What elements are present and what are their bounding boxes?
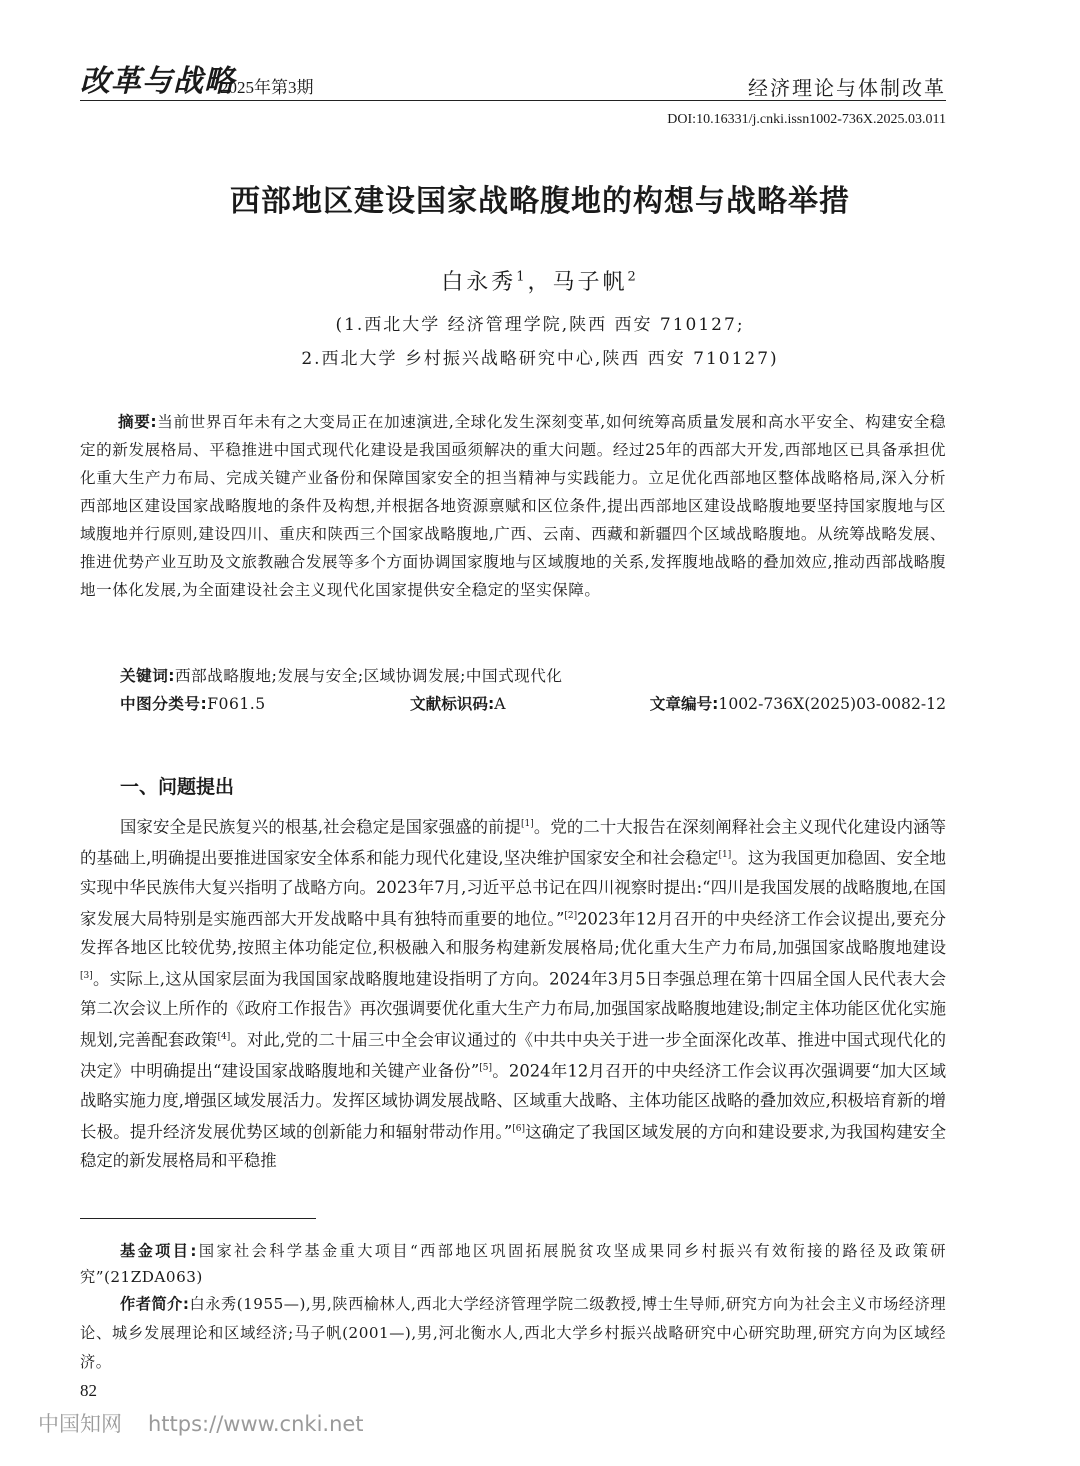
citation[interactable]: [2]: [564, 910, 578, 921]
keywords: [120, 664, 562, 686]
article-number-value: 1002-736X(2025)03-0082-12: [718, 695, 946, 713]
author-bio-text: 白永秀(1955—),男,陕西榆林人,西北大学经济管理学院二级教授,博士生导师,研究方向为社会主义市场经济理论、城乡发展理论和区域经济;马子帆(2001—),男,河北衡水人,西北大学乡村振兴战略研究中心研究助理,研究方向为区域经济。: [80, 1295, 947, 1371]
abstract-label: 摘要:: [118, 413, 158, 431]
body-text: 。这为我国更加稳固、安全地实现中华民族伟大复兴指明了战略方向。2023年7月,习近平总书记在四川视察时提出:“四川是我国发展的战略腹地,在国家发展大局特别是实施西部大开发战略中具有独特而重要的地位。”: [80, 848, 947, 929]
doc-id: [410, 692, 505, 714]
author-bio-label: 作者简介:: [120, 1295, 190, 1313]
citation[interactable]: [3]: [80, 971, 93, 982]
funding-label: 基金项目:: [120, 1242, 197, 1260]
issue-label: 2025年第3期: [220, 78, 314, 97]
body-text: 国家安全是民族复兴的根基,社会稳定是国家强盛的前提: [120, 817, 522, 837]
body-text: 。党的二十大报告在深刻阐释社会主义现代化建设内涵等的基础上,明确提出要推进国家安全体系和能力现代化建设,坚决维护国家安全和社会稳定: [80, 817, 946, 868]
citation[interactable]: [4]: [217, 1031, 231, 1042]
journal-logo: 改革与战略: [80, 64, 235, 99]
citation[interactable]: [5]: [479, 1063, 493, 1074]
author-bio: [80, 1290, 946, 1377]
article-number-label: 文章编号:: [649, 695, 719, 713]
body-text: 。2024年12月召开的中央经济工作会议再次强调要“加大区域战略实施力度,增强区域发展活力。发挥区域协调发展战略、区域重大战略、主体功能区战略的叠加效应,积极培育新的增长极。提升经济发展优势区域的创新能力和辐射带动作用。”: [80, 1061, 946, 1142]
body-text: 2023年12月召开的中央经济工作会议提出,要充分发挥各地区比较优势,按照主体功能定位,积极融入和服务构建新发展格局;优化重大生产力布局,加强国家战略腹地建设: [80, 909, 946, 958]
watermark-url[interactable]: https://www.cnki.net: [148, 1412, 364, 1436]
author-2-affil: 2: [627, 269, 639, 285]
section-heading: 一、问题提出: [120, 776, 235, 798]
body-text: 。对此,党的二十届三中全会审议通过的《中共中央关于进一步全面深化改革、推进中国式现代化的决定》中明确提出“建设国家战略腹地和关键产业备份”: [80, 1030, 946, 1081]
citation[interactable]: [1]: [718, 850, 732, 861]
authors: [0, 265, 1080, 296]
classification-label: 中图分类号:: [120, 695, 208, 713]
watermark: [38, 1408, 364, 1438]
doc-id-label: 文献标识码:: [410, 695, 495, 713]
abstract-text: 当前世界百年未有之大变局正在加速演进,全球化发生深刻变革,如何统筹高质量发展和高水平安全、构建安全稳定的新发展格局、平稳推进中国式现代化建设是我国亟须解决的重大问题。经过25年的西部大开发,西部地区已具备承担优化重大生产力布局、完成关键产业备份和保障国家安全的担当精神与实践能力。立足优化西部地区整体战略格局,深入分析西部地区建设国家战略腹地的条件及构想,并根据各地资源禀赋和区位条件,提出西部地区建设战略腹地要坚持国家腹地与区域腹地并行原则,建设四川、重庆和陕西三个国家战略腹地,广西、云南、西藏和新疆四个区域战略腹地。从统筹战略发展、推进优势产业互助及文旅教融合发展等多个方面协调国家腹地与区域腹地的关系,发挥腹地战略的叠加效应,推动西部战略腹地一体化发展,为全面建设社会主义现代化国家提供安全稳定的坚实保障。: [80, 413, 946, 599]
doi[interactable]: DOI:10.16331/j.cnki.issn1002-736X.2025.03.011: [667, 112, 946, 127]
affiliation-2: 2.西北大学 乡村振兴战略研究中心,陕西 西安 710127): [301, 349, 779, 369]
footnote-rule: [80, 1218, 316, 1219]
funding-note: [80, 1238, 946, 1290]
article-number: [650, 692, 946, 714]
citation[interactable]: [1]: [521, 819, 534, 829]
classification-value: F061.5: [207, 695, 266, 713]
keywords-text[interactable]: 西部战略腹地;发展与安全;区域协调发展;中国式现代化: [175, 667, 563, 685]
author-separator: ，: [527, 270, 553, 295]
abstract: [80, 408, 946, 604]
citation[interactable]: [6]: [512, 1123, 526, 1134]
author-1-affil: 1: [516, 269, 528, 285]
header-rule: [80, 100, 946, 101]
body-text: 。实际上,这从国家层面为我国国家战略腹地建设指明了方向。2024年3月5日李强总理在第十四届全国人民代表大会第二次会议上所作的《政府工作报告》再次强调要优化重大生产力布局,加强国家战略腹地建设;制定主体功能区优化实施规划,完善配套政策: [80, 969, 946, 1050]
body-text: 这确定了我国区域发展的方向和建设要求,为我国构建安全稳定的新发展格局和平稳推: [80, 1122, 946, 1171]
keywords-label: 关键词:: [120, 667, 176, 685]
watermark-brand: 中国知网: [38, 1412, 122, 1436]
author-2[interactable]: 马子帆: [552, 270, 628, 295]
affiliation-1: (1.西北大学 经济管理学院,陕西 西安 710127;: [335, 315, 745, 335]
body-paragraph: [80, 810, 946, 1175]
doc-id-value: A: [494, 695, 506, 713]
author-1[interactable]: 白永秀: [441, 270, 517, 295]
classification: [120, 692, 266, 714]
page-number: 82: [80, 1381, 97, 1400]
article-title: 西部地区建设国家战略腹地的构想与战略举措: [230, 184, 850, 219]
column-label: 经济理论与体制改革: [748, 76, 946, 100]
funding-text: 国家社会科学基金重大项目“西部地区巩固拓展脱贫攻坚成果同乡村振兴有效衔接的路径及政策研究”(21ZDA063): [80, 1242, 947, 1286]
